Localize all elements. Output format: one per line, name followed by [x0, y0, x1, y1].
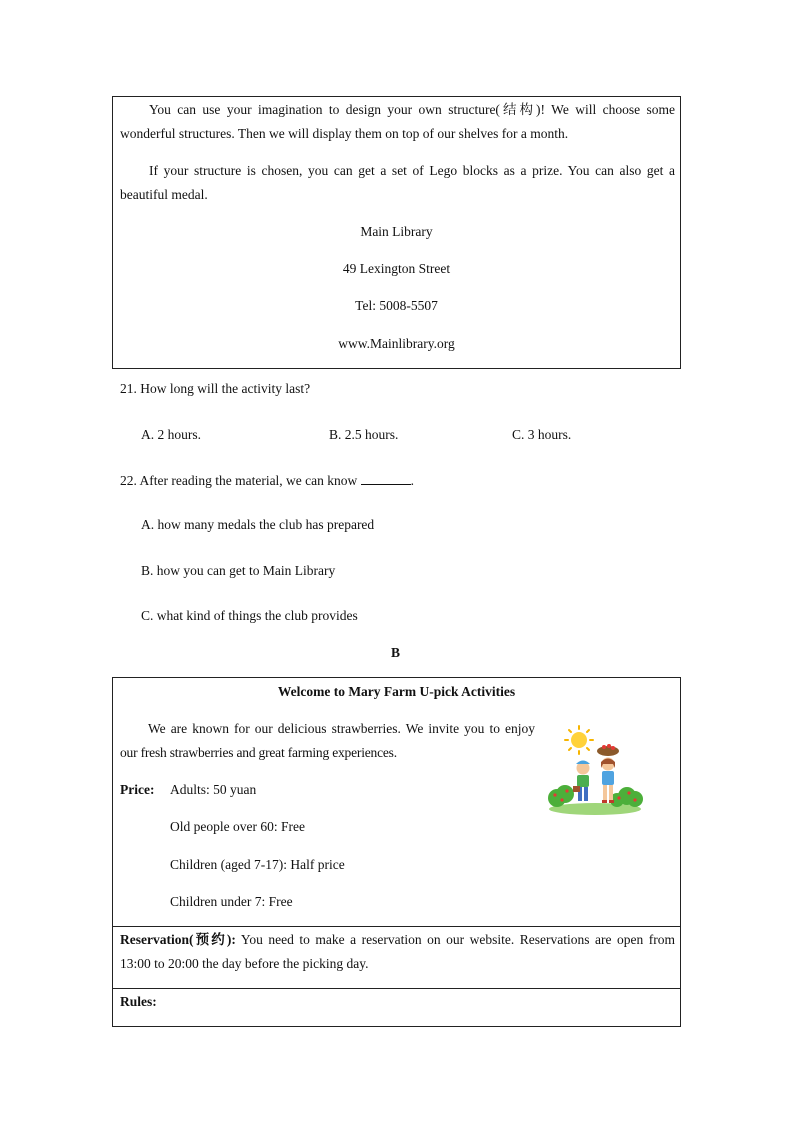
- boy-figure: [573, 761, 590, 802]
- notice-place: Main Library: [360, 224, 433, 239]
- question-22-stem: [120, 472, 414, 489]
- sun-icon: [565, 726, 593, 754]
- question-21-option-b: B. 2.5 hours.: [329, 427, 399, 442]
- reservation-line1: [120, 932, 675, 948]
- rules-label: Rules:: [120, 994, 157, 1009]
- notice-address: 49 Lexington Street: [342, 261, 451, 276]
- question-22-option-a: A. how many medals the club has prepared: [141, 517, 375, 532]
- notice-tel: Tel: 5008-5507: [355, 298, 438, 313]
- price-label: Price:: [120, 782, 155, 797]
- divider-rules: [113, 988, 680, 989]
- answer-blank: [361, 472, 411, 485]
- farm-intro-line1: We are known for our delicious strawberries. We invite you to enjoy: [148, 721, 535, 736]
- notice-para1-line2: wonderful structures. Then we will display them on top of our shelves for a month.: [120, 126, 569, 141]
- reservation-label: Reservation(预约):: [120, 932, 236, 947]
- price-adults: Adults: 50 yuan: [170, 782, 257, 797]
- reservation-text: You need to make a reservation on our website. Reservations are open from: [240, 932, 675, 947]
- divider-reservation: [113, 926, 680, 927]
- notice-para2-line2: beautiful medal.: [120, 187, 208, 202]
- price-children-7-17: Children (aged 7-17): Half price: [170, 857, 345, 872]
- farm-kids-illustration: [547, 724, 643, 816]
- section-b-letter: B: [391, 645, 401, 660]
- question-22-option-c: C. what kind of things the club provides: [141, 608, 358, 623]
- farm-title: Welcome to Mary Farm U-pick Activities: [277, 684, 516, 699]
- notice-para2-line1: If your structure is chosen, you can get a set of Lego blocks as a prize. You can also get a: [149, 163, 675, 178]
- question-21-option-a: A. 2 hours.: [141, 427, 201, 442]
- question-21-option-c: C. 3 hours.: [512, 427, 572, 442]
- price-old-people: Old people over 60: Free: [170, 819, 305, 834]
- notice-para1-line1: You can use your imagination to design your own structure(结构)! We will choose some: [149, 102, 675, 117]
- question-22-stem-text: 22. After reading the material, we can know: [120, 473, 358, 488]
- notice-website: www.Mainlibrary.org: [338, 336, 455, 351]
- question-21-stem: 21. How long will the activity last?: [120, 381, 311, 396]
- farm-intro-line2: our fresh strawberries and great farming experiences.: [120, 745, 397, 760]
- price-children-under-7: Children under 7: Free: [170, 894, 293, 909]
- notice-box: [112, 96, 681, 369]
- question-22-stem-end: .: [410, 473, 415, 488]
- farm-box: [112, 677, 681, 1027]
- question-22-option-b: B. how you can get to Main Library: [141, 563, 336, 578]
- reservation-line2: 13:00 to 20:00 the day before the picking day.: [120, 956, 369, 971]
